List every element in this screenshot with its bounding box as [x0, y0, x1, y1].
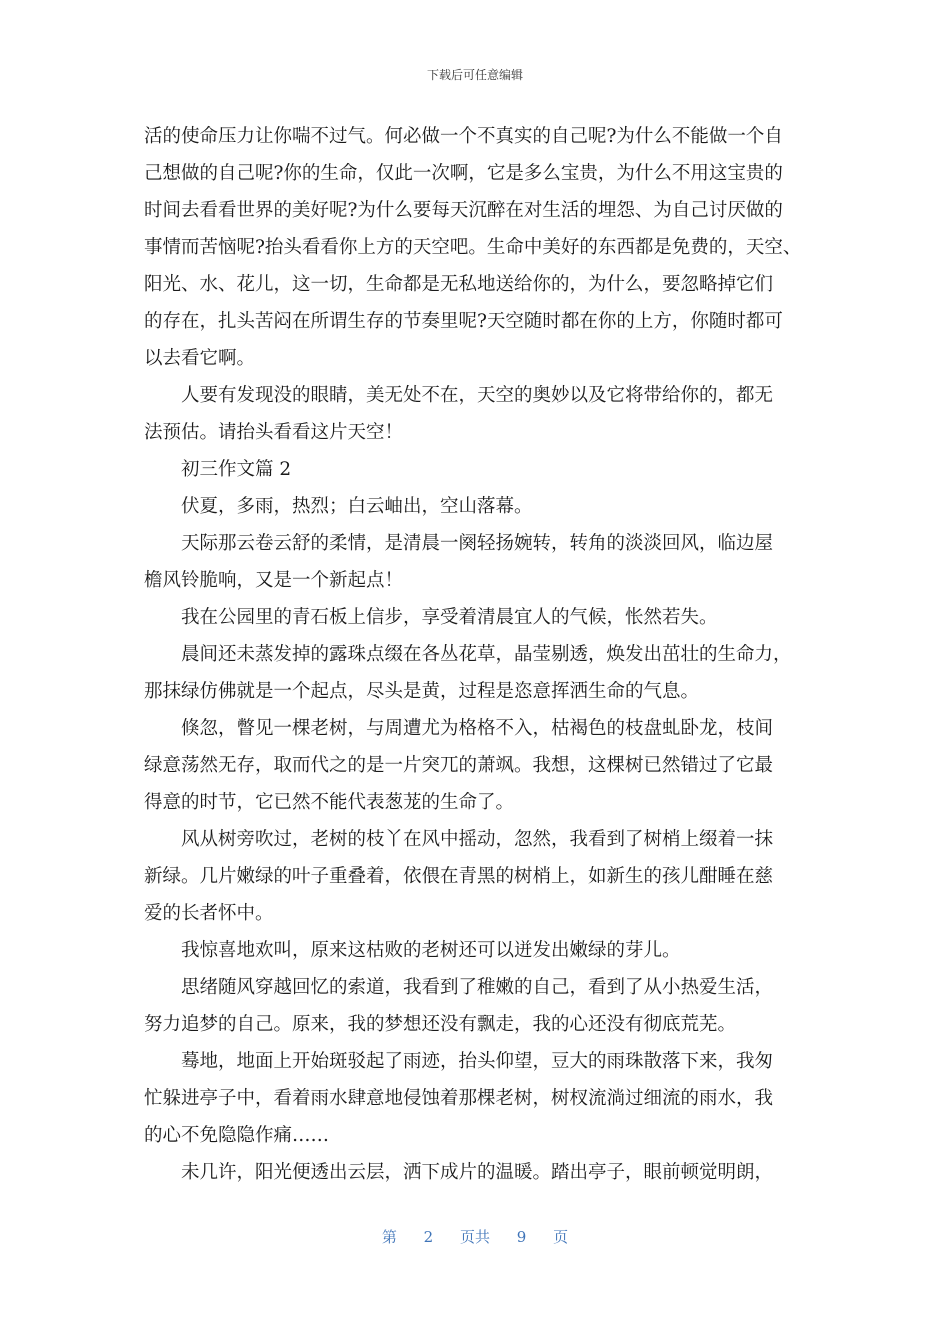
- total-page-count: 9: [516, 1228, 527, 1246]
- text-line: 檐风铃脆响，又是一个新起点！: [144, 570, 404, 591]
- paragraph-start: 我惊喜地欢叫，原来这枯败的老树还可以迸发出嫩绿的芽儿。: [181, 940, 681, 961]
- paragraph-start: 天际那云卷云舒的柔情，是清晨一阕轻扬婉转，转角的淡淡回风，临边屋: [181, 533, 774, 554]
- paragraph-start: 未几许，阳光便透出云层，洒下成片的温暖。踏出亭子，眼前顿觉明朗，: [181, 1162, 774, 1183]
- text-line: 新绿。几片嫩绿的叶子重叠着，依偎在青黑的树梢上，如新生的孩儿酣睡在慈: [144, 866, 774, 887]
- footer-suffix: 页: [553, 1228, 569, 1246]
- current-page-number: 2: [423, 1228, 434, 1246]
- text-line: 事情而苦恼呢?抬头看看你上方的天空吧。生命中美好的东西都是免费的，天空、: [144, 237, 802, 258]
- text-line: 的存在，扎头苦闷在所谓生存的节奏里呢?天空随时都在你的上方，你随时都可: [144, 311, 783, 332]
- text-line: 爱的长者怀中。: [144, 903, 274, 924]
- text-line: 阳光、水、花儿，这一切，生命都是无私地送给你的，为什么，要忽略掉它们: [144, 274, 774, 295]
- paragraph-start: 思绪随风穿越回忆的索道，我看到了稚嫩的自己，看到了从小热爱生活，: [181, 977, 774, 998]
- page-footer: [0, 1226, 950, 1247]
- text-line: 法预估。请抬头看看这片天空！: [144, 422, 404, 443]
- text-line: 的心不免隐隐作痛……: [144, 1125, 330, 1146]
- text-line: 时间去看看世界的美好呢?为什么要每天沉醉在对生活的埋怨、为自己讨厌做的: [144, 200, 783, 221]
- section-heading: 初三作文篇 2: [181, 459, 292, 480]
- paragraph-start: 我在公园里的青石板上信步，享受着清晨宜人的气候，怅然若失。: [181, 607, 718, 628]
- text-line: 努力追梦的自己。原来，我的梦想还没有飘走，我的心还没有彻底荒芜。: [144, 1014, 737, 1035]
- text-line: 绿意荡然无存，取而代之的是一片突兀的萧飒。我想，这棵树已然错过了它最: [144, 755, 774, 776]
- text-line: 得意的时节，它已然不能代表葱茏的生命了。: [144, 792, 515, 813]
- paragraph-start: 风从树旁吹过，老树的枝丫在风中摇动，忽然，我看到了树梢上缀着一抹: [181, 829, 774, 850]
- text-line: 忙躲进亭子中，看着雨水肆意地侵蚀着那棵老树，树杈流淌过细流的雨水，我: [144, 1088, 774, 1109]
- body-text: [144, 118, 804, 1191]
- paragraph-start: 倏忽，瞥见一棵老树，与周遭尤为格格不入，枯褐色的枝盘虬卧龙，枝间: [181, 718, 774, 739]
- paragraph-start: 蓦地，地面上开始斑驳起了雨迹，抬头仰望，豆大的雨珠散落下来，我匆: [181, 1051, 774, 1072]
- text-line: 活的使命压力让你喘不过气。何必做一个不真实的自己呢?为什么不能做一个自: [144, 126, 783, 147]
- footer-prefix: 第: [381, 1228, 397, 1246]
- page-header: 下载后可任意编辑: [426, 68, 523, 82]
- paragraph-start: 伏夏，多雨，热烈；白云岫出，空山落幕。: [181, 496, 533, 517]
- text-line: 己想做的自己呢?你的生命，仅此一次啊，它是多么宝贵，为什么不用这宝贵的: [144, 163, 783, 184]
- footer-middle: 页共: [459, 1228, 490, 1246]
- text-line: 那抹绿仿佛就是一个起点，尽头是黄，过程是恣意挥洒生命的气息。: [144, 681, 700, 702]
- paragraph-start: 人要有发现没的眼睛，美无处不在，天空的奥妙以及它将带给你的，都无: [181, 385, 774, 406]
- text-line: 以去看它啊。: [144, 348, 256, 369]
- paragraph-start: 晨间还未蒸发掉的露珠点缀在各丛花草，晶莹剔透，焕发出茁壮的生命力，: [181, 644, 792, 665]
